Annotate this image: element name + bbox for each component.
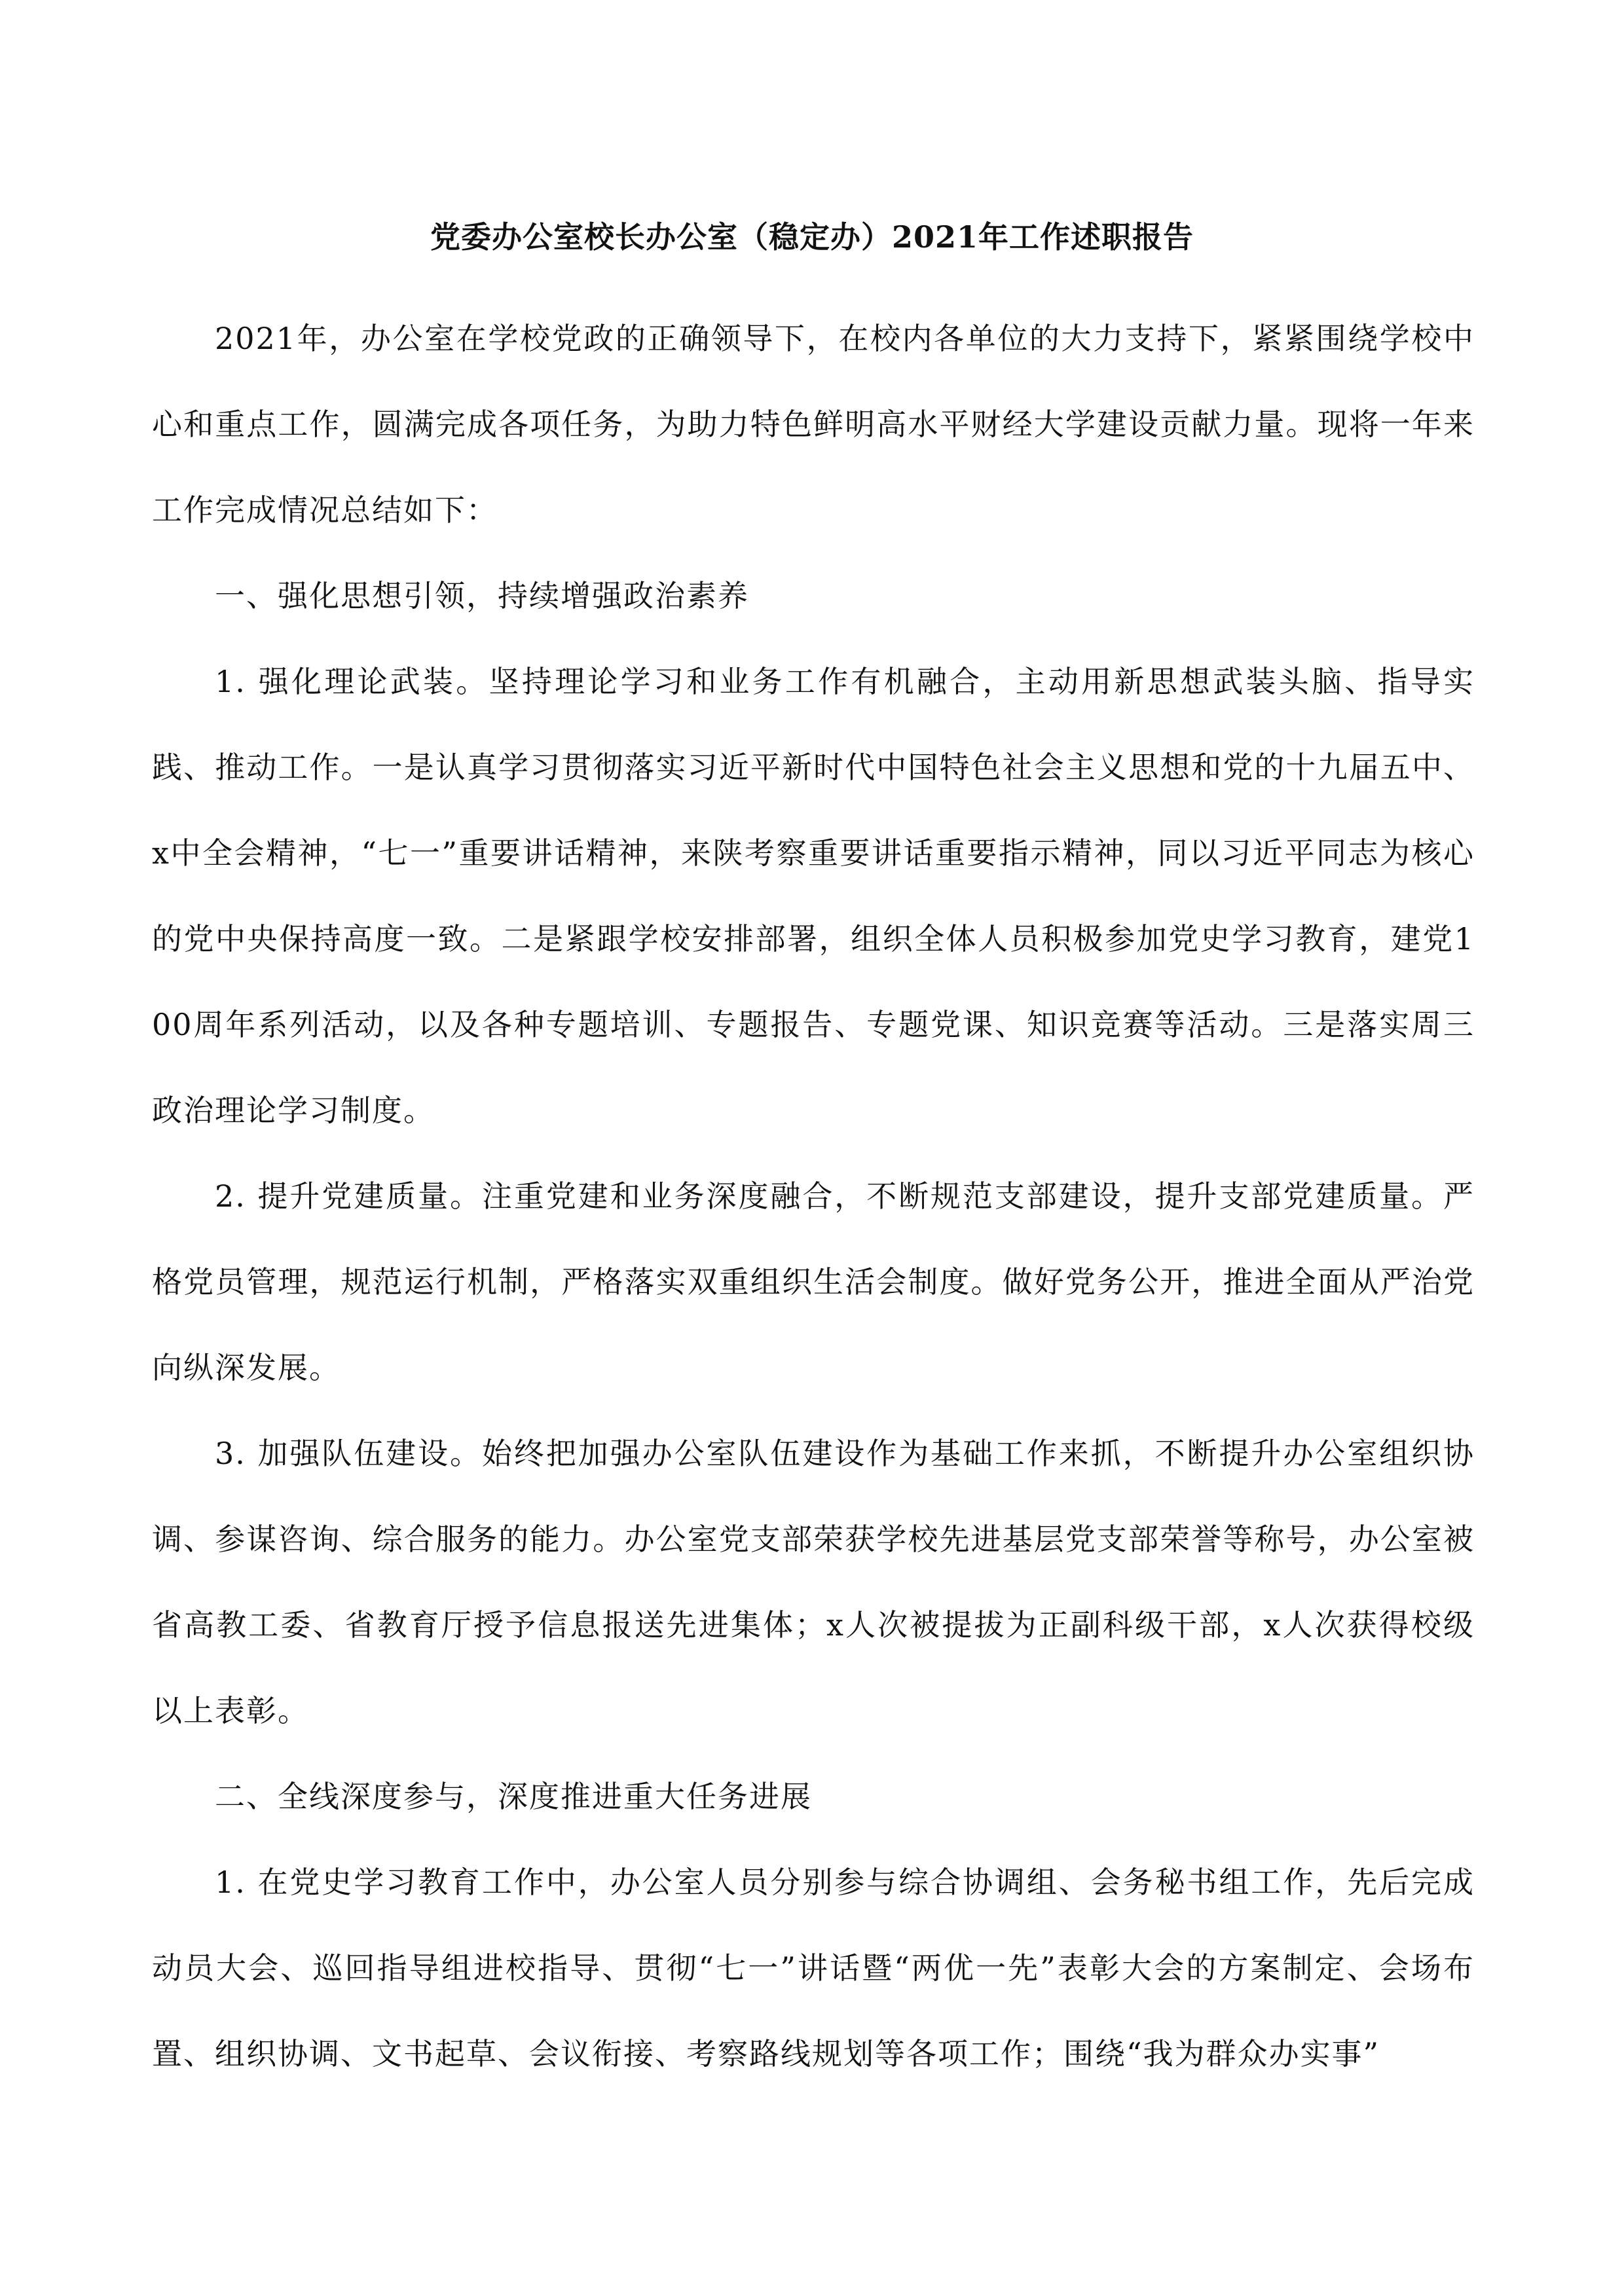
document-body xyxy=(152,296,1475,2097)
section-heading-1: 一、强化思想引领，持续增强政治素养 xyxy=(215,578,749,613)
section1-paragraph-1: 1. 强化理论武装。坚持理论学习和业务工作有机融合，主动用新思想武装头脑、指导实践、推动工作。一是认真学习贯彻落实习近平新时代中国特色社会主义思想和党的十九届五中、x中全会精神，“七一”重要讲话精神，来陕考察重要讲话重要指示精神，同以习近平同志为核心的党中央保持高度一致。二是紧跟学校安排部署，组织全体人员积极参加党史学习教育，建党100周年系列活动，以及各种专题培训、专题报告、专题党课、知识竞赛等活动。三是落实周三政治理论学习制度。 xyxy=(152,664,1475,1128)
section1-paragraph-3: 3. 加强队伍建设。始终把加强办公室队伍建设作为基础工作来抓，不断提升办公室组织协调、参谋咨询、综合服务的能力。办公室党支部荣获学校先进基层党支部荣誉等称号，办公室被省高教工委、省教育厅授予信息报送先进集体；x人次被提拔为正副科级干部，x人次获得校级以上表彰。 xyxy=(152,1436,1475,1728)
section-heading-2: 二、全线深度参与，深度推进重大任务进展 xyxy=(215,1779,812,1814)
intro-paragraph: 2021年，办公室在学校党政的正确领导下，在校内各单位的大力支持下，紧紧围绕学校中心和重点工作，圆满完成各项任务，为助力特色鲜明高水平财经大学建设贡献力量。现将一年来工作完成情况总结如下： xyxy=(152,321,1475,528)
section2-paragraph-1: 1. 在党史学习教育工作中，办公室人员分别参与综合协调组、会务秘书组工作，先后完成动员大会、巡回指导组进校指导、贯彻“七一”讲话暨“两优一先”表彰大会的方案制定、会场布置、组织协调、文书起草、会议衔接、考察路线规划等各项工作；围绕“我为群众办实事” xyxy=(152,1865,1475,2071)
section1-paragraph-2: 2. 提升党建质量。注重党建和业务深度融合，不断规范支部建设，提升支部党建质量。严格党员管理，规范运行机制，严格落实双重组织生活会制度。做好党务公开，推进全面从严治党向纵深发展。 xyxy=(152,1178,1475,1385)
document-title: 党委办公室校长办公室（稳定办）2021年工作述职报告 xyxy=(430,219,1194,255)
